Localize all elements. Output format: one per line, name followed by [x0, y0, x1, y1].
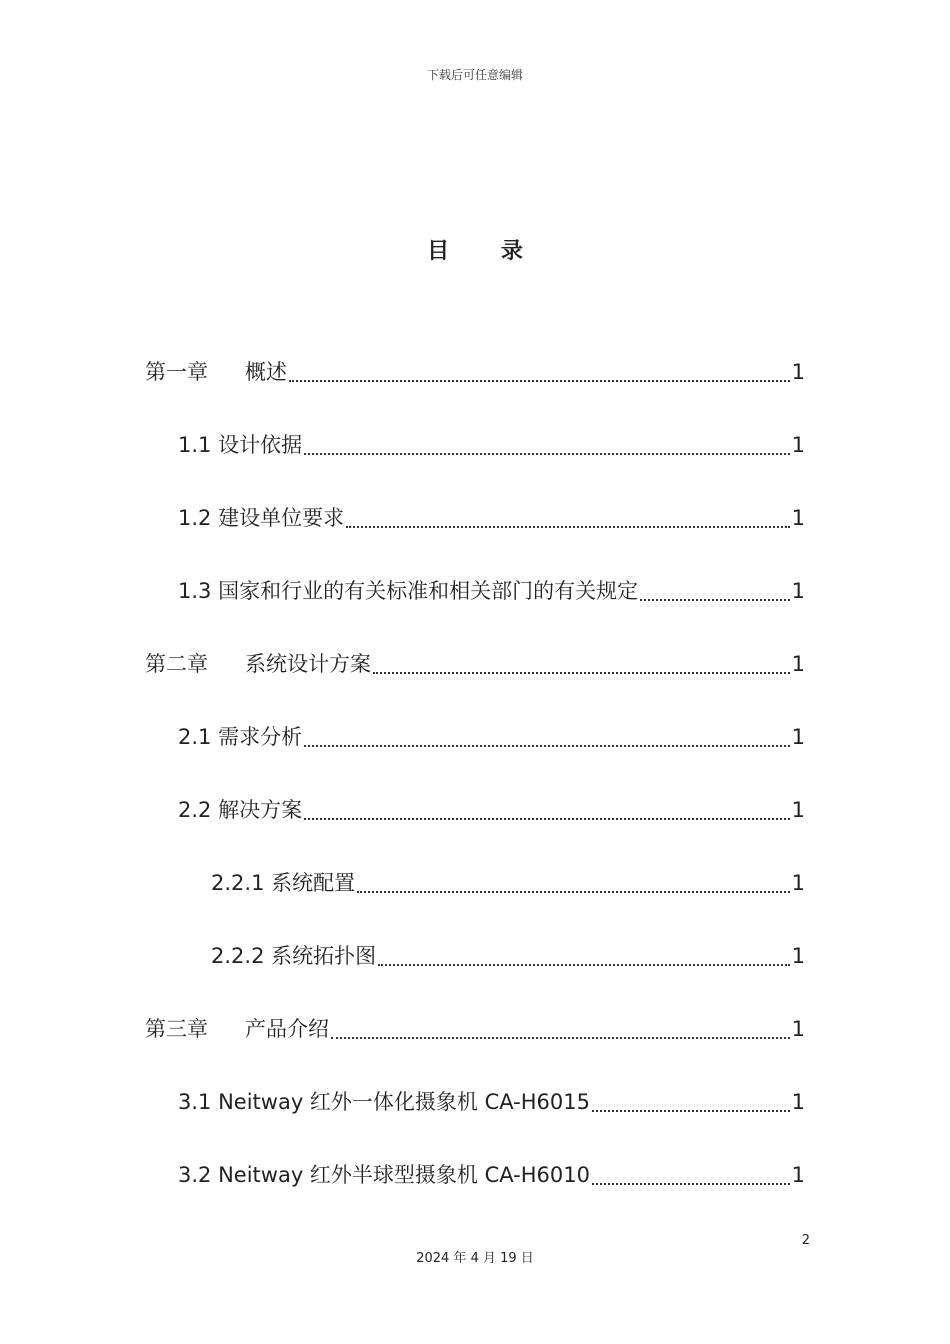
toc-entry-2-1[interactable] [145, 715, 805, 788]
toc-page-number: 1 [791, 1163, 805, 1187]
dot-leader [331, 1007, 790, 1039]
toc-entry-title: 3.1 Neitway 红外一体化摄象机 CA-H6015 [178, 1090, 590, 1114]
page-header: 下载后可任意编辑 [426, 68, 523, 82]
dot-leader [304, 423, 790, 455]
dot-leader [357, 861, 790, 893]
toc-entry-title: 2.1 需求分析 [178, 725, 303, 749]
toc-page-number: 1 [791, 652, 805, 676]
toc-page-number: 1 [791, 871, 805, 895]
chapter-number: 第三章 [145, 1017, 208, 1041]
toc-entry-title: 2.2.1 系统配置 [211, 871, 356, 895]
dot-leader [640, 569, 790, 601]
toc-entry-title: 1.3 国家和行业的有关标准和相关部门的有关规定 [178, 579, 639, 603]
toc-entry-1-1[interactable] [145, 423, 805, 496]
toc-entry-title: 1.1 设计依据 [178, 433, 303, 457]
toc-title: 目 录 [427, 239, 545, 264]
toc-page-number: 1 [791, 1017, 805, 1041]
chapter-number: 第一章 [145, 360, 208, 384]
toc-entry-title: 系统设计方案 [245, 652, 371, 676]
toc-entry-title: 1.2 建设单位要求 [178, 506, 345, 530]
toc-page-number: 1 [791, 944, 805, 968]
toc-entry-title: 3.2 Neitway 红外半球型摄象机 CA-H6010 [178, 1163, 590, 1187]
toc-page-number: 1 [791, 360, 805, 384]
dot-leader [592, 1080, 790, 1112]
table-of-contents [145, 350, 805, 1226]
toc-page-number: 1 [791, 798, 805, 822]
page-number: 2 [801, 1233, 810, 1248]
toc-page-number: 1 [791, 1090, 805, 1114]
toc-entry-2-2-2[interactable] [145, 934, 805, 1007]
toc-page-number: 1 [791, 506, 805, 530]
toc-entry-title: 2.2 解决方案 [178, 798, 303, 822]
toc-page-number: 1 [791, 725, 805, 749]
toc-entry-3-1[interactable] [145, 1080, 805, 1153]
toc-entry-1-2[interactable] [145, 496, 805, 569]
toc-entry-chapter-3[interactable] [145, 1007, 805, 1080]
toc-entry-title: 产品介绍 [245, 1017, 329, 1041]
dot-leader [592, 1153, 790, 1185]
toc-entry-2-2-1[interactable] [145, 861, 805, 934]
dot-leader [304, 715, 790, 747]
toc-entry-2-2[interactable] [145, 788, 805, 861]
toc-page-number: 1 [791, 433, 805, 457]
toc-entry-3-2[interactable] [145, 1153, 805, 1226]
toc-page-number: 1 [791, 579, 805, 603]
toc-entry-chapter-1[interactable] [145, 350, 805, 423]
toc-entry-1-3[interactable] [145, 569, 805, 642]
toc-entry-title: 概述 [245, 360, 287, 384]
toc-entry-chapter-2[interactable] [145, 642, 805, 715]
dot-leader [304, 788, 790, 820]
toc-entry-title: 2.2.2 系统拓扑图 [211, 944, 377, 968]
footer-date: 2024 年 4 月 19 日 [416, 1251, 534, 1266]
chapter-number: 第二章 [145, 652, 208, 676]
dot-leader [289, 350, 790, 382]
dot-leader [373, 642, 790, 674]
dot-leader [346, 496, 790, 528]
dot-leader [378, 934, 790, 966]
